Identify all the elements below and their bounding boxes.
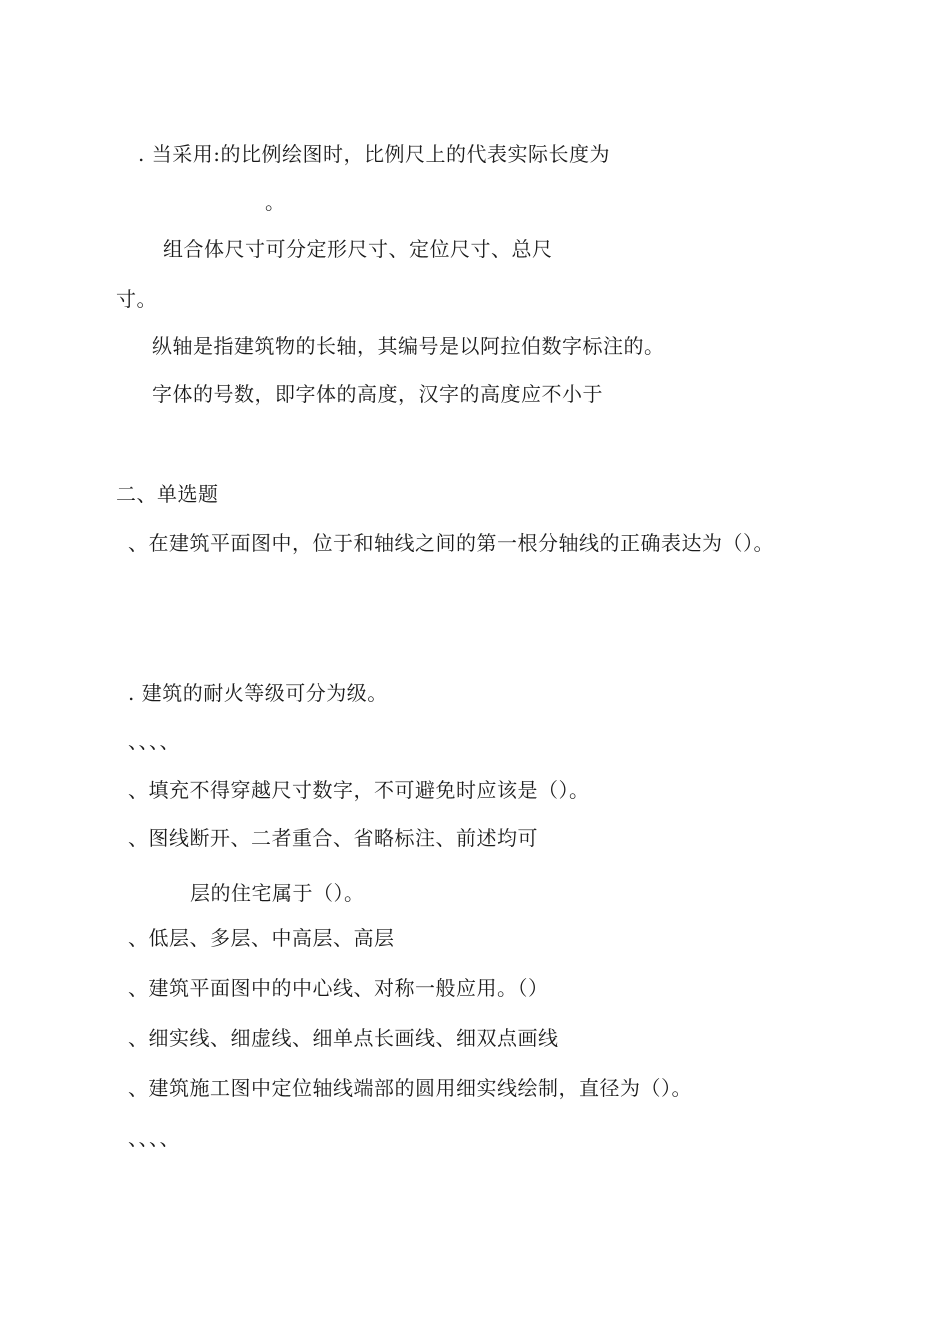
text-line-1: . 当采用:的比例绘图时，比例尺上的代表实际长度为 bbox=[138, 142, 610, 166]
text-line-2: 。 bbox=[265, 190, 286, 214]
text-line-5: 纵轴是指建筑物的长轴，其编号是以阿拉伯数字标注的。 bbox=[152, 334, 665, 358]
text-line-13: 层的住宅属于（）。 bbox=[190, 881, 365, 905]
text-line-18: 、、、、 bbox=[128, 1126, 180, 1150]
text-line-12: 、图线断开、二者重合、省略标注、前述均可 bbox=[128, 826, 538, 850]
text-line-16: 、细实线、细虚线、细单点长画线、细双点画线 bbox=[128, 1026, 559, 1050]
text-line-14: 、低层、多层、中高层、高层 bbox=[128, 926, 395, 950]
text-line-6: 字体的号数，即字体的高度，汉字的高度应不小于 bbox=[152, 382, 603, 406]
section-heading: 二、单选题 bbox=[116, 482, 219, 506]
text-line-11: 、填充不得穿越尺寸数字，不可避免时应该是（）。 bbox=[128, 778, 590, 802]
text-line-9: . 建筑的耐火等级可分为级。 bbox=[128, 681, 388, 705]
text-line-3: 组合体尺寸可分定形尺寸、定位尺寸、总尺 bbox=[163, 237, 553, 261]
text-line-17: 、建筑施工图中定位轴线端部的圆用细实线绘制，直径为（）。 bbox=[128, 1076, 692, 1100]
text-line-8: 、在建筑平面图中，位于和轴线之间的第一根分轴线的正确表达为（）。 bbox=[128, 531, 774, 555]
text-line-4: 寸。 bbox=[116, 287, 157, 311]
text-line-10: 、、、、 bbox=[128, 729, 180, 753]
text-line-15: 、建筑平面图中的中心线、对称一般应用。（） bbox=[128, 976, 549, 1000]
